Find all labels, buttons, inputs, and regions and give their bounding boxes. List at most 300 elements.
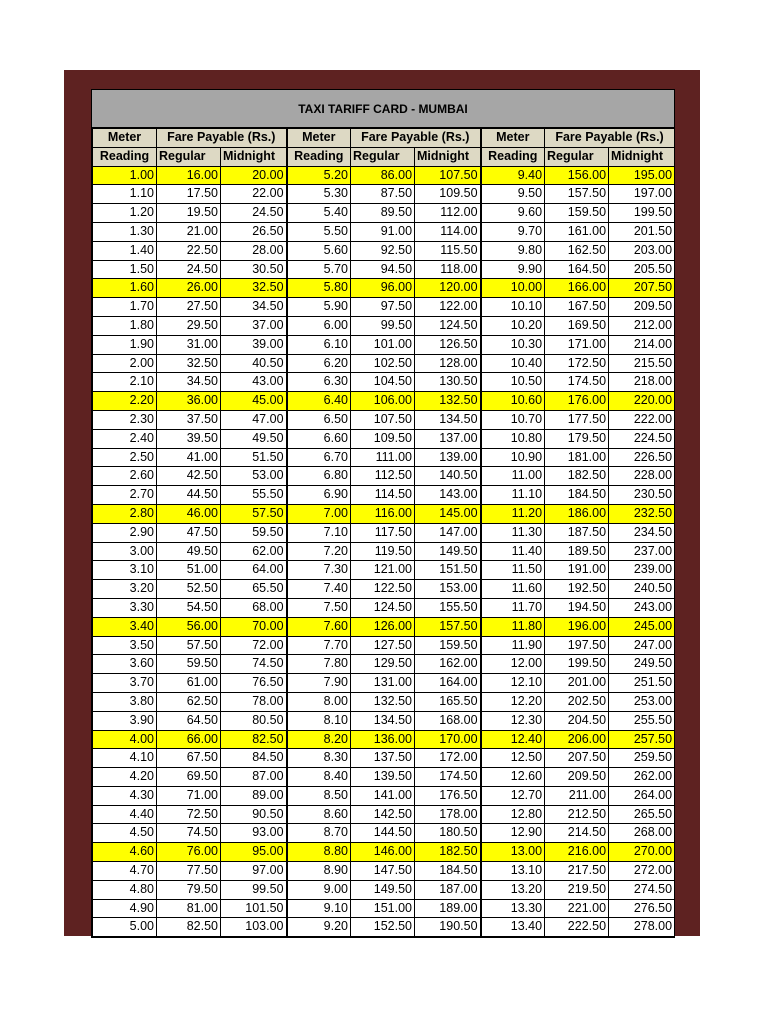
table-row-highlighted: [93, 392, 675, 411]
midnight-fare-cell: 218.00: [609, 373, 675, 392]
regular-fare-cell: 212.50: [545, 805, 609, 824]
regular-fare-cell: 32.50: [157, 354, 221, 373]
midnight-fare-cell: 137.00: [415, 429, 481, 448]
midnight-fare-cell: 143.00: [415, 486, 481, 505]
midnight-fare-cell: 205.50: [609, 260, 675, 279]
regular-fare-cell: 171.00: [545, 335, 609, 354]
regular-fare-cell: 176.00: [545, 392, 609, 411]
midnight-fare-cell: 43.00: [221, 373, 287, 392]
regular-fare-cell: 39.50: [157, 429, 221, 448]
midnight-fare-cell: 157.50: [415, 617, 481, 636]
midnight-fare-cell: 107.50: [415, 166, 481, 185]
midnight-fare-cell: 65.50: [221, 580, 287, 599]
meter-reading-cell: 6.00: [287, 316, 351, 335]
header-regular: Regular: [157, 147, 221, 166]
meter-reading-cell: 9.80: [481, 241, 545, 260]
midnight-fare-cell: 189.00: [415, 899, 481, 918]
midnight-fare-cell: 99.50: [221, 880, 287, 899]
meter-reading-cell: 7.50: [287, 598, 351, 617]
midnight-fare-cell: 24.50: [221, 204, 287, 223]
meter-reading-cell: 11.30: [481, 523, 545, 542]
midnight-fare-cell: 118.00: [415, 260, 481, 279]
meter-reading-cell: 7.30: [287, 561, 351, 580]
meter-reading-cell: 13.30: [481, 899, 545, 918]
midnight-fare-cell: 207.50: [609, 279, 675, 298]
meter-reading-cell: 13.00: [481, 843, 545, 862]
table-row: [93, 467, 675, 486]
regular-fare-cell: 102.50: [351, 354, 415, 373]
meter-reading-cell: 5.30: [287, 185, 351, 204]
regular-fare-cell: 22.50: [157, 241, 221, 260]
regular-fare-cell: 42.50: [157, 467, 221, 486]
regular-fare-cell: 189.50: [545, 542, 609, 561]
midnight-fare-cell: 57.50: [221, 504, 287, 523]
meter-reading-cell: 11.50: [481, 561, 545, 580]
midnight-fare-cell: 30.50: [221, 260, 287, 279]
regular-fare-cell: 204.50: [545, 711, 609, 730]
regular-fare-cell: 134.50: [351, 711, 415, 730]
midnight-fare-cell: 147.00: [415, 523, 481, 542]
midnight-fare-cell: 276.50: [609, 899, 675, 918]
regular-fare-cell: 149.50: [351, 880, 415, 899]
regular-fare-cell: 187.50: [545, 523, 609, 542]
header-fare: Fare Payable (Rs.): [157, 129, 287, 148]
midnight-fare-cell: 234.50: [609, 523, 675, 542]
regular-fare-cell: 54.50: [157, 598, 221, 617]
meter-reading-cell: 3.70: [93, 674, 157, 693]
meter-reading-cell: 6.20: [287, 354, 351, 373]
regular-fare-cell: 211.00: [545, 786, 609, 805]
meter-reading-cell: 4.30: [93, 786, 157, 805]
midnight-fare-cell: 182.50: [415, 843, 481, 862]
regular-fare-cell: 199.50: [545, 655, 609, 674]
regular-fare-cell: 99.50: [351, 316, 415, 335]
regular-fare-cell: 164.50: [545, 260, 609, 279]
regular-fare-cell: 81.00: [157, 899, 221, 918]
meter-reading-cell: 3.60: [93, 655, 157, 674]
table-body: [93, 166, 675, 937]
meter-reading-cell: 10.50: [481, 373, 545, 392]
midnight-fare-cell: 214.00: [609, 335, 675, 354]
regular-fare-cell: 197.50: [545, 636, 609, 655]
meter-reading-cell: 8.70: [287, 824, 351, 843]
midnight-fare-cell: 114.00: [415, 222, 481, 241]
meter-reading-cell: 7.90: [287, 674, 351, 693]
regular-fare-cell: 142.50: [351, 805, 415, 824]
regular-fare-cell: 206.00: [545, 730, 609, 749]
regular-fare-cell: 77.50: [157, 862, 221, 881]
meter-reading-cell: 2.80: [93, 504, 157, 523]
midnight-fare-cell: 134.50: [415, 410, 481, 429]
meter-reading-cell: 12.80: [481, 805, 545, 824]
regular-fare-cell: 72.50: [157, 805, 221, 824]
midnight-fare-cell: 59.50: [221, 523, 287, 542]
meter-reading-cell: 10.00: [481, 279, 545, 298]
meter-reading-cell: 6.70: [287, 448, 351, 467]
header-midnight: Midnight: [415, 147, 481, 166]
meter-reading-cell: 10.70: [481, 410, 545, 429]
regular-fare-cell: 67.50: [157, 749, 221, 768]
regular-fare-cell: 129.50: [351, 655, 415, 674]
meter-reading-cell: 3.40: [93, 617, 157, 636]
meter-reading-cell: 10.60: [481, 392, 545, 411]
table-row: [93, 580, 675, 599]
meter-reading-cell: 12.70: [481, 786, 545, 805]
meter-reading-cell: 12.10: [481, 674, 545, 693]
meter-reading-cell: 13.10: [481, 862, 545, 881]
meter-reading-cell: 10.10: [481, 298, 545, 317]
midnight-fare-cell: 195.00: [609, 166, 675, 185]
meter-reading-cell: 4.50: [93, 824, 157, 843]
meter-reading-cell: 3.00: [93, 542, 157, 561]
midnight-fare-cell: 259.50: [609, 749, 675, 768]
table-row: [93, 561, 675, 580]
regular-fare-cell: 41.00: [157, 448, 221, 467]
meter-reading-cell: 2.10: [93, 373, 157, 392]
table-row: [93, 749, 675, 768]
regular-fare-cell: 92.50: [351, 241, 415, 260]
meter-reading-cell: 6.90: [287, 486, 351, 505]
meter-reading-cell: 9.50: [481, 185, 545, 204]
regular-fare-cell: 57.50: [157, 636, 221, 655]
meter-reading-cell: 12.90: [481, 824, 545, 843]
midnight-fare-cell: 170.00: [415, 730, 481, 749]
meter-reading-cell: 9.20: [287, 918, 351, 937]
meter-reading-cell: 2.90: [93, 523, 157, 542]
meter-reading-cell: 11.20: [481, 504, 545, 523]
regular-fare-cell: 167.50: [545, 298, 609, 317]
table-row: [93, 429, 675, 448]
midnight-fare-cell: 270.00: [609, 843, 675, 862]
midnight-fare-cell: 39.00: [221, 335, 287, 354]
regular-fare-cell: 147.50: [351, 862, 415, 881]
midnight-fare-cell: 247.00: [609, 636, 675, 655]
midnight-fare-cell: 22.00: [221, 185, 287, 204]
meter-reading-cell: 9.70: [481, 222, 545, 241]
table-row: [93, 486, 675, 505]
midnight-fare-cell: 226.50: [609, 448, 675, 467]
midnight-fare-cell: 53.00: [221, 467, 287, 486]
regular-fare-cell: 16.00: [157, 166, 221, 185]
meter-reading-cell: 4.60: [93, 843, 157, 862]
regular-fare-cell: 169.50: [545, 316, 609, 335]
regular-fare-cell: 36.00: [157, 392, 221, 411]
midnight-fare-cell: 68.00: [221, 598, 287, 617]
meter-reading-cell: 9.10: [287, 899, 351, 918]
midnight-fare-cell: 37.00: [221, 316, 287, 335]
meter-reading-cell: 9.60: [481, 204, 545, 223]
header-meter-bottom: Reading: [287, 147, 351, 166]
table-row: [93, 185, 675, 204]
meter-reading-cell: 1.60: [93, 279, 157, 298]
regular-fare-cell: 64.50: [157, 711, 221, 730]
meter-reading-cell: 4.90: [93, 899, 157, 918]
regular-fare-cell: 19.50: [157, 204, 221, 223]
midnight-fare-cell: 97.00: [221, 862, 287, 881]
meter-reading-cell: 10.30: [481, 335, 545, 354]
regular-fare-cell: 146.00: [351, 843, 415, 862]
regular-fare-cell: 59.50: [157, 655, 221, 674]
table-header: [93, 129, 675, 167]
regular-fare-cell: 119.50: [351, 542, 415, 561]
meter-reading-cell: 5.60: [287, 241, 351, 260]
regular-fare-cell: 214.50: [545, 824, 609, 843]
regular-fare-cell: 121.00: [351, 561, 415, 580]
regular-fare-cell: 109.50: [351, 429, 415, 448]
regular-fare-cell: 104.50: [351, 373, 415, 392]
regular-fare-cell: 24.50: [157, 260, 221, 279]
midnight-fare-cell: 222.00: [609, 410, 675, 429]
table-row-highlighted: [93, 843, 675, 862]
midnight-fare-cell: 47.00: [221, 410, 287, 429]
midnight-fare-cell: 153.00: [415, 580, 481, 599]
midnight-fare-cell: 197.00: [609, 185, 675, 204]
midnight-fare-cell: 265.50: [609, 805, 675, 824]
table-row-highlighted: [93, 730, 675, 749]
regular-fare-cell: 44.50: [157, 486, 221, 505]
midnight-fare-cell: 70.00: [221, 617, 287, 636]
meter-reading-cell: 1.40: [93, 241, 157, 260]
meter-reading-cell: 9.00: [287, 880, 351, 899]
tariff-table: [92, 128, 675, 937]
midnight-fare-cell: 187.00: [415, 880, 481, 899]
meter-reading-cell: 6.60: [287, 429, 351, 448]
midnight-fare-cell: 28.00: [221, 241, 287, 260]
header-meter-top: Meter: [287, 129, 351, 148]
meter-reading-cell: 11.90: [481, 636, 545, 655]
regular-fare-cell: 74.50: [157, 824, 221, 843]
header-midnight: Midnight: [609, 147, 675, 166]
midnight-fare-cell: 240.50: [609, 580, 675, 599]
midnight-fare-cell: 103.00: [221, 918, 287, 937]
table-row: [93, 204, 675, 223]
header-meter-bottom: Reading: [93, 147, 157, 166]
table-row: [93, 824, 675, 843]
regular-fare-cell: 62.50: [157, 692, 221, 711]
meter-reading-cell: 2.30: [93, 410, 157, 429]
regular-fare-cell: 177.50: [545, 410, 609, 429]
midnight-fare-cell: 84.50: [221, 749, 287, 768]
regular-fare-cell: 132.50: [351, 692, 415, 711]
regular-fare-cell: 182.50: [545, 467, 609, 486]
midnight-fare-cell: 159.50: [415, 636, 481, 655]
regular-fare-cell: 107.50: [351, 410, 415, 429]
regular-fare-cell: 87.50: [351, 185, 415, 204]
meter-reading-cell: 8.20: [287, 730, 351, 749]
meter-reading-cell: 6.10: [287, 335, 351, 354]
midnight-fare-cell: 76.50: [221, 674, 287, 693]
table-row: [93, 805, 675, 824]
regular-fare-cell: 79.50: [157, 880, 221, 899]
regular-fare-cell: 172.50: [545, 354, 609, 373]
midnight-fare-cell: 257.50: [609, 730, 675, 749]
regular-fare-cell: 89.50: [351, 204, 415, 223]
regular-fare-cell: 194.50: [545, 598, 609, 617]
midnight-fare-cell: 232.50: [609, 504, 675, 523]
regular-fare-cell: 27.50: [157, 298, 221, 317]
midnight-fare-cell: 224.50: [609, 429, 675, 448]
meter-reading-cell: 8.40: [287, 768, 351, 787]
regular-fare-cell: 159.50: [545, 204, 609, 223]
midnight-fare-cell: 72.00: [221, 636, 287, 655]
table-row-highlighted: [93, 617, 675, 636]
midnight-fare-cell: 80.50: [221, 711, 287, 730]
regular-fare-cell: 222.50: [545, 918, 609, 937]
regular-fare-cell: 49.50: [157, 542, 221, 561]
midnight-fare-cell: 26.50: [221, 222, 287, 241]
meter-reading-cell: 12.50: [481, 749, 545, 768]
meter-reading-cell: 8.60: [287, 805, 351, 824]
table-row: [93, 711, 675, 730]
regular-fare-cell: 71.00: [157, 786, 221, 805]
midnight-fare-cell: 74.50: [221, 655, 287, 674]
midnight-fare-cell: 109.50: [415, 185, 481, 204]
table-row: [93, 373, 675, 392]
regular-fare-cell: 91.00: [351, 222, 415, 241]
midnight-fare-cell: 245.00: [609, 617, 675, 636]
table-row: [93, 222, 675, 241]
midnight-fare-cell: 82.50: [221, 730, 287, 749]
meter-reading-cell: 11.00: [481, 467, 545, 486]
regular-fare-cell: 56.00: [157, 617, 221, 636]
meter-reading-cell: 3.10: [93, 561, 157, 580]
regular-fare-cell: 181.00: [545, 448, 609, 467]
regular-fare-cell: 201.00: [545, 674, 609, 693]
meter-reading-cell: 1.30: [93, 222, 157, 241]
regular-fare-cell: 139.50: [351, 768, 415, 787]
meter-reading-cell: 5.20: [287, 166, 351, 185]
table-row: [93, 298, 675, 317]
meter-reading-cell: 1.80: [93, 316, 157, 335]
table-row: [93, 692, 675, 711]
regular-fare-cell: 136.00: [351, 730, 415, 749]
regular-fare-cell: 21.00: [157, 222, 221, 241]
midnight-fare-cell: 87.00: [221, 768, 287, 787]
meter-reading-cell: 2.20: [93, 392, 157, 411]
midnight-fare-cell: 120.00: [415, 279, 481, 298]
header-midnight: Midnight: [221, 147, 287, 166]
regular-fare-cell: 209.50: [545, 768, 609, 787]
regular-fare-cell: 161.00: [545, 222, 609, 241]
regular-fare-cell: 217.50: [545, 862, 609, 881]
meter-reading-cell: 11.60: [481, 580, 545, 599]
midnight-fare-cell: 155.50: [415, 598, 481, 617]
regular-fare-cell: 202.50: [545, 692, 609, 711]
meter-reading-cell: 6.80: [287, 467, 351, 486]
regular-fare-cell: 122.50: [351, 580, 415, 599]
regular-fare-cell: 137.50: [351, 749, 415, 768]
midnight-fare-cell: 64.00: [221, 561, 287, 580]
midnight-fare-cell: 201.50: [609, 222, 675, 241]
regular-fare-cell: 192.50: [545, 580, 609, 599]
meter-reading-cell: 12.20: [481, 692, 545, 711]
midnight-fare-cell: 78.00: [221, 692, 287, 711]
header-fare: Fare Payable (Rs.): [545, 129, 675, 148]
regular-fare-cell: 219.50: [545, 880, 609, 899]
regular-fare-cell: 94.50: [351, 260, 415, 279]
meter-reading-cell: 3.90: [93, 711, 157, 730]
midnight-fare-cell: 190.50: [415, 918, 481, 937]
meter-reading-cell: 5.70: [287, 260, 351, 279]
table-row: [93, 768, 675, 787]
meter-reading-cell: 8.90: [287, 862, 351, 881]
meter-reading-cell: 10.40: [481, 354, 545, 373]
regular-fare-cell: 29.50: [157, 316, 221, 335]
regular-fare-cell: 116.00: [351, 504, 415, 523]
meter-reading-cell: 1.10: [93, 185, 157, 204]
table-row-highlighted: [93, 279, 675, 298]
table-row: [93, 523, 675, 542]
midnight-fare-cell: 20.00: [221, 166, 287, 185]
midnight-fare-cell: 220.00: [609, 392, 675, 411]
table-row: [93, 260, 675, 279]
regular-fare-cell: 157.50: [545, 185, 609, 204]
midnight-fare-cell: 140.50: [415, 467, 481, 486]
meter-reading-cell: 9.40: [481, 166, 545, 185]
table-row: [93, 655, 675, 674]
midnight-fare-cell: 126.50: [415, 335, 481, 354]
meter-reading-cell: 7.20: [287, 542, 351, 561]
regular-fare-cell: 101.00: [351, 335, 415, 354]
regular-fare-cell: 76.00: [157, 843, 221, 862]
midnight-fare-cell: 162.00: [415, 655, 481, 674]
midnight-fare-cell: 49.50: [221, 429, 287, 448]
table-row: [93, 899, 675, 918]
midnight-fare-cell: 55.50: [221, 486, 287, 505]
meter-reading-cell: 1.70: [93, 298, 157, 317]
meter-reading-cell: 3.20: [93, 580, 157, 599]
midnight-fare-cell: 251.50: [609, 674, 675, 693]
midnight-fare-cell: 178.00: [415, 805, 481, 824]
regular-fare-cell: 152.50: [351, 918, 415, 937]
table-row: [93, 636, 675, 655]
meter-reading-cell: 11.70: [481, 598, 545, 617]
meter-reading-cell: 2.40: [93, 429, 157, 448]
meter-reading-cell: 2.00: [93, 354, 157, 373]
meter-reading-cell: 5.90: [287, 298, 351, 317]
meter-reading-cell: 8.50: [287, 786, 351, 805]
meter-reading-cell: 4.40: [93, 805, 157, 824]
midnight-fare-cell: 239.00: [609, 561, 675, 580]
regular-fare-cell: 216.00: [545, 843, 609, 862]
meter-reading-cell: 3.50: [93, 636, 157, 655]
regular-fare-cell: 17.50: [157, 185, 221, 204]
meter-reading-cell: 1.50: [93, 260, 157, 279]
regular-fare-cell: 97.50: [351, 298, 415, 317]
midnight-fare-cell: 130.50: [415, 373, 481, 392]
regular-fare-cell: 186.00: [545, 504, 609, 523]
regular-fare-cell: 96.00: [351, 279, 415, 298]
regular-fare-cell: 66.00: [157, 730, 221, 749]
table-row: [93, 354, 675, 373]
table-row: [93, 880, 675, 899]
meter-reading-cell: 4.20: [93, 768, 157, 787]
table-row-highlighted: [93, 166, 675, 185]
midnight-fare-cell: 45.00: [221, 392, 287, 411]
midnight-fare-cell: 165.50: [415, 692, 481, 711]
regular-fare-cell: 221.00: [545, 899, 609, 918]
regular-fare-cell: 46.00: [157, 504, 221, 523]
meter-reading-cell: 1.00: [93, 166, 157, 185]
table-row: [93, 335, 675, 354]
header-meter-top: Meter: [481, 129, 545, 148]
midnight-fare-cell: 93.00: [221, 824, 287, 843]
midnight-fare-cell: 139.00: [415, 448, 481, 467]
header-regular: Regular: [545, 147, 609, 166]
midnight-fare-cell: 132.50: [415, 392, 481, 411]
meter-reading-cell: 12.00: [481, 655, 545, 674]
meter-reading-cell: 5.80: [287, 279, 351, 298]
